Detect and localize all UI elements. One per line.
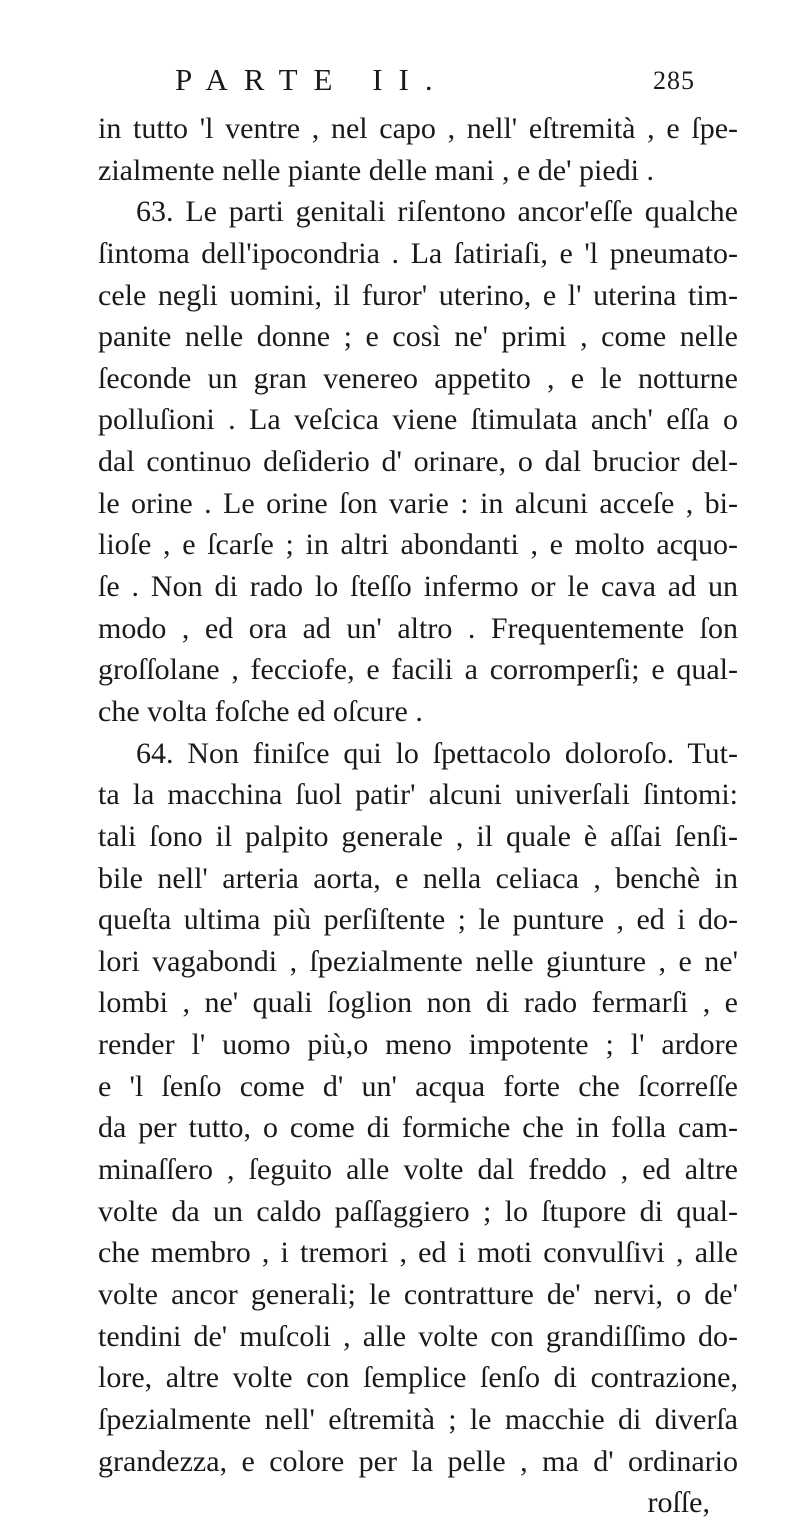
section-title: PARTE II.: [175, 62, 449, 97]
text-line: che membro , i tremori , ed i moti convulſivi , alle: [98, 1236, 738, 1270]
page-number: 285: [653, 66, 695, 95]
text-line: bile nell' arteria aorta, e nella celiaca , benchè in: [98, 861, 738, 895]
text-line: lioſe , e ſcarſe ; in altri abondanti , e molto acquo-: [98, 528, 738, 562]
text-line: volte da un caldo paſſaggiero ; lo ſtupore di qual-: [98, 1194, 738, 1228]
text-line: polluſioni . La veſcica viene ſtimulata anch' eſſa o: [98, 403, 738, 437]
text-line: ſeconde un gran venereo appetito , e le notturne: [98, 361, 738, 395]
paragraph-63-start: 63. Le parti genitali riſentono ancor'eſſe qualche: [136, 195, 738, 229]
text-line: render l' uomo più,o meno impotente ; l' ardore: [98, 1028, 738, 1062]
text-line: in tutto 'l ventre , nel capo , nell' eſtremità , e ſpe-: [98, 112, 738, 145]
text-line: da per tutto, o come di formiche che in folla cam-: [98, 1111, 738, 1145]
text-line: ſpezialmente nell' eſtremità ; le macchie di diverſa: [98, 1402, 738, 1436]
text-line: zialmente nelle piante delle mani , e de' piedi .: [98, 153, 655, 187]
text-line: e 'l ſenſo come d' un' acqua forte che ſcorreſſe: [98, 1069, 738, 1103]
text-line: lori vagabondi , ſpezialmente nelle giunture , e ne': [98, 944, 738, 978]
text-line: ta la macchina ſuol patir' alcuni univerſali ſintomi:: [98, 778, 738, 812]
text-line: le orine . Le orine ſon varie : in alcuni acceſe , bi-: [98, 486, 738, 520]
text-line: cele negli uomini, il furor' uterino, e l' uterina tim-: [98, 278, 738, 312]
paragraph-64-start: 64. Non finiſce qui lo ſpettacolo doloroſo. Tut-: [136, 736, 738, 770]
catchword: roſſe,: [647, 1486, 710, 1520]
text-line: tendini de' muſcoli , alle volte con grandiſſimo do-: [98, 1319, 738, 1353]
text-line: grandezza, e colore per la pelle , ma d' ordinario: [98, 1444, 738, 1478]
text-line: lore, altre volte con ſemplice ſenſo di contrazione,: [98, 1361, 738, 1395]
text-line: ſintoma dell'ipocondria . La ſatiriaſi, e 'l pneumato-: [98, 236, 738, 270]
text-line: ſe . Non di rado lo ſteſſo infermo or le cava ad un: [98, 570, 738, 604]
text-line: dal continuo deſiderio d' orinare, o dal brucior del-: [98, 445, 738, 479]
text-line: modo , ed ora ad un' altro . Frequentemente ſon: [98, 611, 738, 645]
text-line: queſta ultima più perſiſtente ; le punture , ed i do-: [98, 903, 738, 937]
text-line: che volta foſche ed oſcure .: [98, 694, 423, 728]
text-line: minaſſero , ſeguito alle volte dal freddo , ed altre: [98, 1153, 738, 1187]
text-line: lombi , ne' quali ſoglion non di rado fermarſi , e: [98, 986, 738, 1020]
body-text: [98, 108, 738, 1524]
running-header: [175, 62, 695, 102]
text-line: volte ancor generali; le contratture de' nervi, o de': [98, 1277, 738, 1311]
text-line: tali ſono il palpito generale , il quale è aſſai ſenſi-: [98, 819, 738, 853]
text-line: groſſolane , fecciofe, e facili a corromperſi; e qual-: [98, 653, 738, 687]
text-line: panite nelle donne ; e così ne' primi , come nelle: [98, 320, 738, 354]
